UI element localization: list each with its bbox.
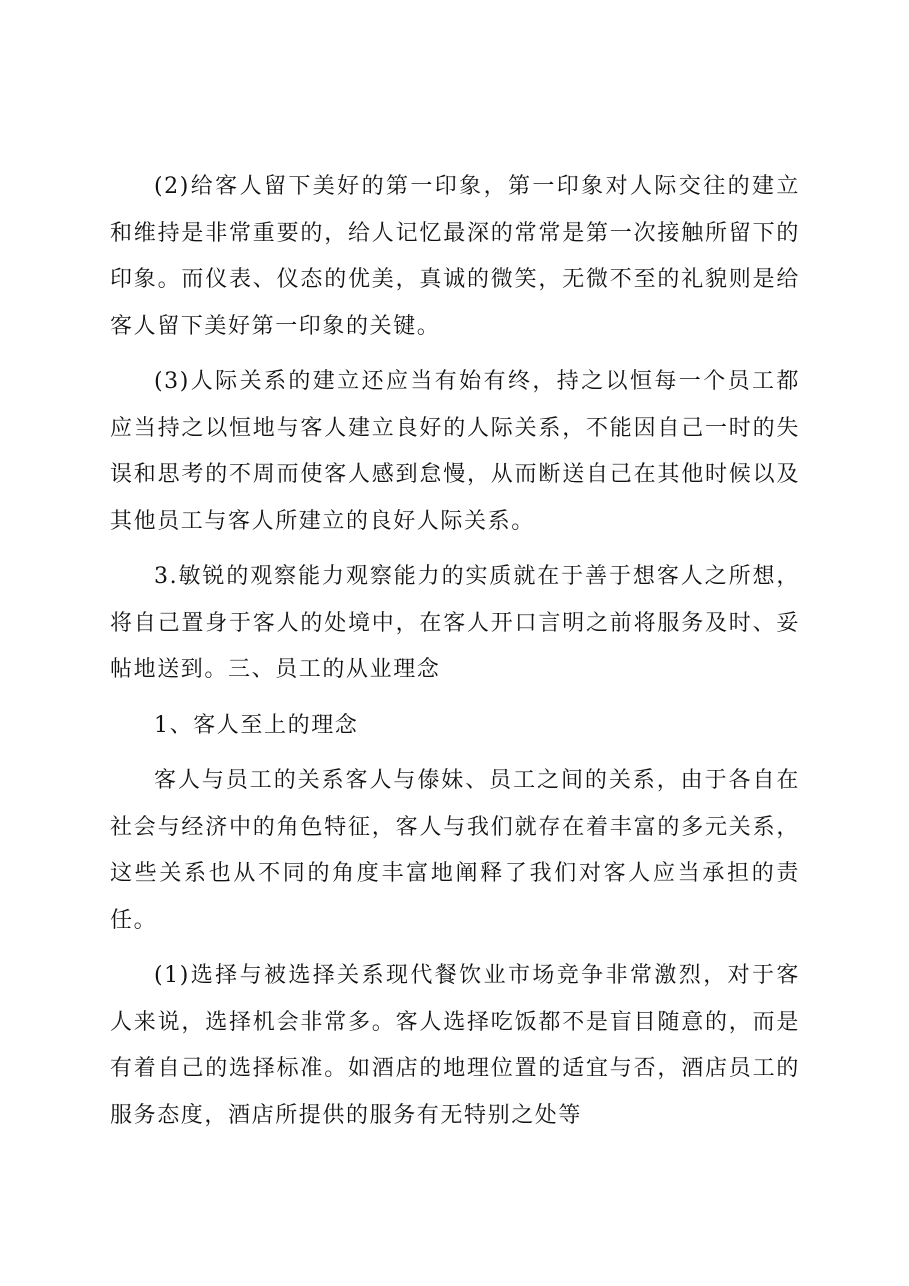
- paragraph-observation-ability: 3.敏锐的观察能力观察能力的实质就在于善于想客人之所想，将自己置身于客人的处境中，在客人开口言明之前将服务及时、妥帖地送到。三、员工的从业理念: [110, 564, 800, 682]
- paragraph-customer-first-heading: 1、客人至上的理念: [154, 712, 359, 738]
- document-body: [110, 164, 800, 1148]
- paragraph-first-impression: (2)给客人留下美好的第一印象，第一印象对人际交往的建立和维持是非常重要的，给人记忆最深的常常是第一次接触所留下的印象。而仪表、仪态的优美，真诚的微笑，无微不至的礼貌则是给客人留下美好第一印象的关键。: [110, 174, 800, 339]
- paragraph-lasting-relationship: (3)人际关系的建立还应当有始有终，持之以恒每一个员工都应当持之以恒地与客人建立良好的人际关系，不能因自己一时的失误和思考的不周而使客人感到怠慢，从而断送自己在其他时候以及其他员工与客人所建立的良好人际关系。: [110, 369, 800, 534]
- paragraph-customer-staff-relationship: 客人与员工的关系客人与傣妹、员工之间的关系，由于各自在社会与经济中的角色特征，客人与我们就存在着丰富的多元关系，这些关系也从不同的角度丰富地阐释了我们对客人应当承担的责任。: [110, 768, 800, 933]
- paragraph-selection-relationship: (1)选择与被选择关系现代餐饮业市场竞争非常激烈，对于客人来说，选择机会非常多。客人选择吃饭都不是盲目随意的，而是有着自己的选择标准。如酒店的地理位置的适宜与否，酒店员工的服务态度，酒店所提供的服务有无特别之处等: [110, 963, 800, 1128]
